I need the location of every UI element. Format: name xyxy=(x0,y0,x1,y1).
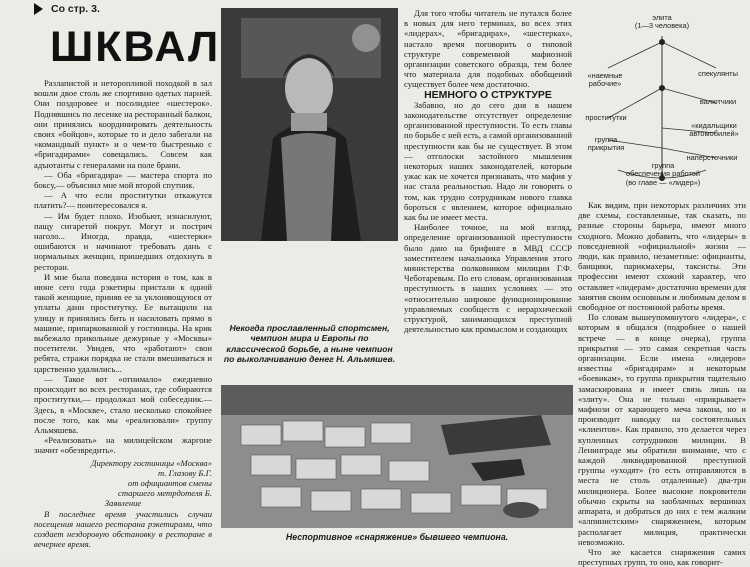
paragraph: Наиболее точное, на мой взгляд, определение организованной преступности было дано на брифинге в МВД СССР заместителем начальника Управления этого министерства полковником милиции Г.Ф. Чеботаревым. По его словам, организованная преступность в наших условиях — это «относительно широкое функционирование управляемых сообществ с иерархической структурой, занимающихся преступной деятельностью как промыслом и создающих xyxy=(404,222,572,335)
section-subheading: НЕМНОГО О СТРУКТУРЕ xyxy=(424,88,552,101)
column-3 xyxy=(404,8,572,335)
paragraph: В последнее время участились случаи посещения нашего ресторана рэкетирами, что создает нездоровую обстановку в ресторане в вечернее время. xyxy=(34,508,212,550)
paragraph: — А что если проститутки откажутся платить?— поинтересовался я. xyxy=(34,190,212,211)
diagram-label-currency: валютчики xyxy=(699,97,737,106)
signature-line: от официантов смены xyxy=(127,477,212,488)
signature-line: Директору гостиницы «Москва» xyxy=(91,457,212,468)
continued-marker xyxy=(34,3,100,15)
paragraph: Что же касается снаряжения самих преступных групп, то оно, как говорит- xyxy=(578,546,746,567)
diagram-label-thimble: наперсточники xyxy=(686,153,738,162)
column-1 xyxy=(34,78,212,549)
diagram-label-prostitutes: проститутки xyxy=(585,113,627,122)
structure-diagram xyxy=(578,8,746,194)
equipment-illustration xyxy=(221,385,573,528)
diagram-label-support: группа обеспечения работой (во главе — «лидер») xyxy=(625,161,701,187)
paragraph: — Им будет плохо. Изобьют, изнасилуют, пащу сигаретой покрут. Могут и пострич наголо... Иногда, правда, «шестерки» ошибаются и начинают требовать дань с нормальных женщин, пришедших отдохнуть в ресторан. xyxy=(34,210,212,272)
signature-line: т. Глазову Б.Г. xyxy=(157,467,212,478)
continued-text: Со стр. 3. xyxy=(51,3,100,15)
diagram-label-car-thieves: «кидальщики автомобилей» xyxy=(689,121,739,139)
paragraph: И мне была поведана история о том, как в июне сего года рэкетиры пристали к одной такой женщине, приняв ее за уклоняющуюся от уплаты дани проститутку. Ее вытащили на улицу и принялись бить и насиловать прямо в машине, припаркованной у гостиницы. На крик выбежало прикольные дежурные у «Москвы» посетители. Увидев, что «работают» свои ребята, стражи порядка не стали вмешиваться и царственно удалились... xyxy=(34,271,212,374)
paragraph: «Реализовать» на милицейском жаргоне значит «обезвредить». xyxy=(34,435,212,456)
diagram-label-elite: элита (1—3 человека) xyxy=(634,13,690,31)
paragraph: — Оба «бригадира» — мастера спорта по боксу,— объяснил мне мой второй спутник. xyxy=(34,169,212,191)
paragraph: По словам вышеупомянутого «лидера», с которым я общался (подробнее о нашей встрече — в конце очерка), группа прикрытия — это самая секретная часть организации. Если имена «лидеров» известны «бригадирам» и некоторым «боевикам», то группа прикрытия тщательно замаскирована и имеет связь лишь на «элиту». Она не только «прикрывает» мафиози от карающего меча закона, но и производит наводку на состоятельных «клиентов». Как правило, это делается через купленных сотрудников милиции. В Ленинграде мы обратили внимание, что с каждой ликвидированной преступной группы «уходят» (то есть отправляются в места не столь отдаленные) два-три милиционера. Более высокие покровители обычно скрыты на заоблачных вершинах аппарата, и добраться до них с тем жалким «алпинистским» снаряжением, которым располагает милиция, практически невозможно. xyxy=(578,312,746,547)
triangle-arrow-icon xyxy=(34,3,43,15)
portrait-caption: Некогда прославленный спортсмен, чемпион мира и Европы по классической борьбе, а ныне чемпион по выколачиванию денег Н. Альмяшев. xyxy=(223,323,396,364)
paragraph: Как видим, при некоторых различиях эти две схемы, составленные, так сказать, по разные стороны барьера, имеют много сходного. Можно добавить, что «лидеры» в повседневной «официальной» жизни — люди, как правило, незаметные: официанты, банщики, парикмахеры, таксисты. Эти профессии имеют схожий характер, что оставляет «лидерам» достаточно времени для занятия своим основным и любимым делом в свободное от постоянной работы время. xyxy=(578,200,746,313)
equipment-caption: Неспортивное «снаряжение» бывшего чемпиона. xyxy=(285,532,509,542)
diagram-label-speculants: спекулянты xyxy=(698,69,738,78)
letter-signature xyxy=(34,458,212,509)
signature-line: Заявление xyxy=(104,498,142,509)
signature-line: старшего метрдотеля Б. xyxy=(118,488,212,499)
portrait-illustration xyxy=(221,8,398,241)
article-title: ШКВАЛ xyxy=(50,23,221,71)
paragraph: Для того чтобы читатель не путался более в новых для него терминах, во всех этих «лидерах», «бригадирах», «шестерках», настало время поговорить о типовой структуре современной мафиозной организации советского образца, тем более что материала для подобных обобщений существует более чем достаточно. xyxy=(404,8,572,90)
portrait-photo xyxy=(221,8,398,241)
diagram-label-hired: «наемные рабочие» xyxy=(587,71,623,89)
diagram-label-cover-group: группа прикрытия xyxy=(587,135,625,153)
paragraph: Разлапистой и неторопливой походкой в зал вошли двое столь же спортивно одетых парней. Они поздоровее и посолиднее «шестерок». Поднявшись по лесенке на ресторанный балкон, они принялись координировать деятельность своих «бойцов», которые то и дело забегали на «командный пункт» и о чем-то быстренько с «бригадирами» совещались. Совсем как адъютанты с генералами на поле брани. xyxy=(34,78,212,170)
equipment-photo xyxy=(221,385,573,528)
paragraph: Забавно, но до сего дня в нашем законодательстве отсутствует определение организованной преступности. То есть главы по борьбе с ней есть, а самой организованной преступности как бы не существует. В этом — отголоски застойного мышления некоторых наших законодателей, которым ужас как не хочется признавать, что мафия у нас стала реальностью. Надо ли говорить о том, как трудно сотрудникам нового главка бороться с явлением, которое официально как бы не имеет места. xyxy=(404,99,572,223)
paragraph: — Такое вот «отнимало» ежедневно происходит во всех ресторанах, где собираются проститутки,— продолжал мой собеседник.— Здесь, в «Москве», стало несколько спокойнее после того, как мы «реализовали» группу Альмяшева. xyxy=(34,373,212,435)
column-4 xyxy=(578,200,746,567)
